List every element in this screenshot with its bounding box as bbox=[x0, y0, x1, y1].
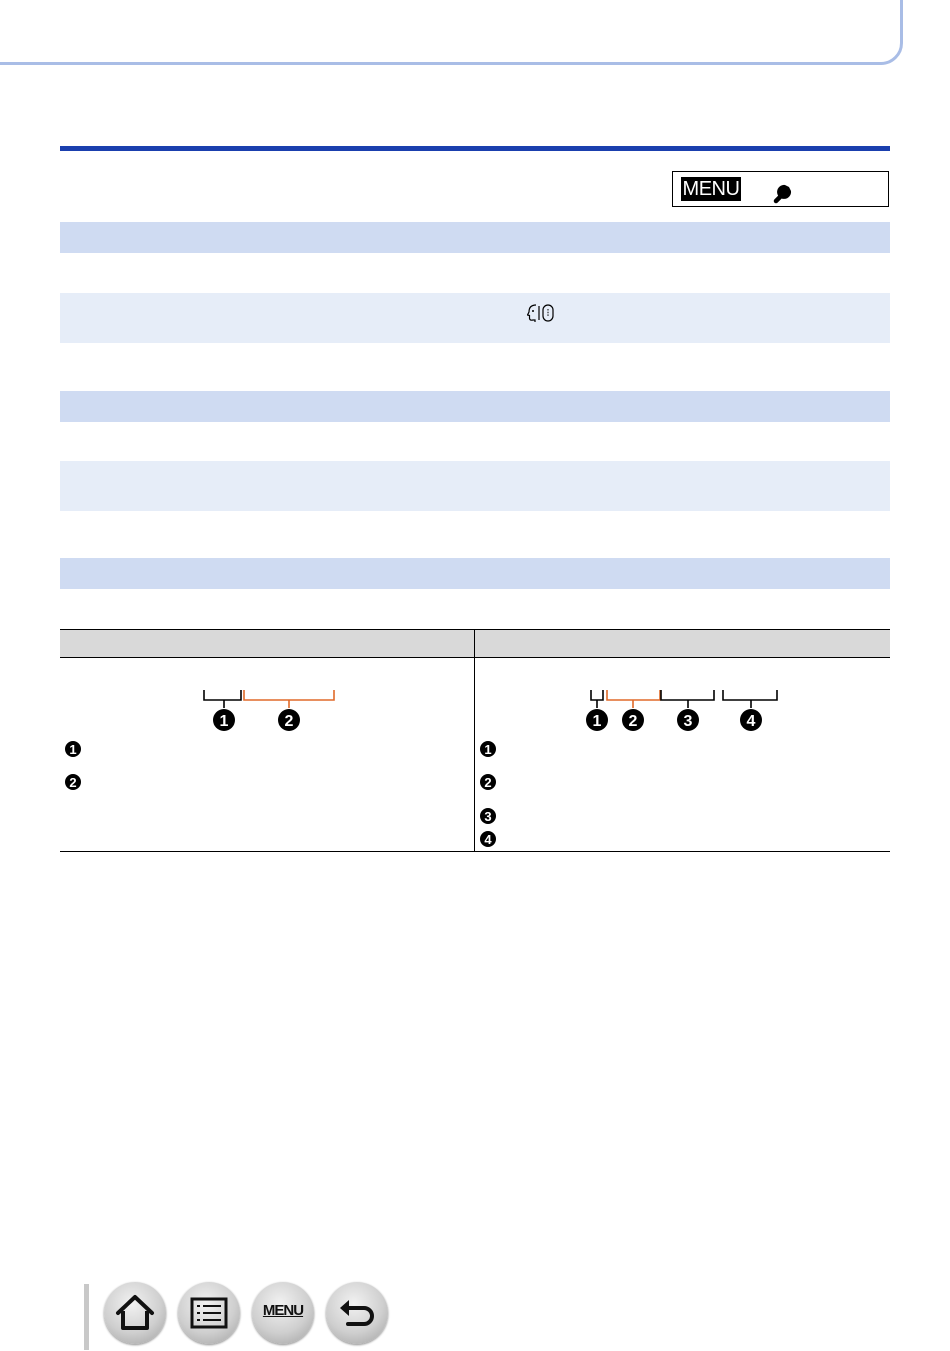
home-button[interactable] bbox=[104, 1282, 166, 1344]
back-arrow-icon bbox=[326, 1282, 388, 1344]
svg-text:1: 1 bbox=[219, 713, 229, 730]
diagram-marker-2 bbox=[622, 709, 644, 731]
svg-text:1: 1 bbox=[592, 713, 602, 730]
number-structure-diagram-left bbox=[200, 688, 340, 734]
face-profile-icon bbox=[527, 303, 557, 323]
svg-text:2: 2 bbox=[284, 713, 294, 730]
menu-path-box bbox=[672, 171, 889, 207]
table-header-left bbox=[60, 630, 475, 658]
footer-divider bbox=[84, 1284, 89, 1350]
diagram-marker-2 bbox=[278, 709, 300, 731]
svg-text:1: 1 bbox=[484, 742, 492, 757]
home-icon bbox=[104, 1282, 166, 1344]
svg-text:4: 4 bbox=[484, 832, 492, 847]
section-heading-band-1 bbox=[60, 222, 890, 253]
svg-text:2: 2 bbox=[628, 713, 638, 730]
menu-badge: MENU bbox=[682, 178, 740, 200]
svg-text:2: 2 bbox=[484, 775, 492, 790]
diagram-marker-3 bbox=[677, 709, 699, 731]
legend-item-right-2 bbox=[479, 773, 497, 791]
legend-item-right-3 bbox=[479, 807, 497, 825]
menu-icon: MENU bbox=[262, 1302, 304, 1319]
legend-item-left-2 bbox=[64, 773, 82, 791]
diagram-marker-4 bbox=[740, 709, 762, 731]
table-cell-right bbox=[475, 658, 891, 852]
wrench-icon bbox=[772, 176, 800, 204]
contents-list-button[interactable] bbox=[178, 1282, 240, 1344]
section-heading-band-2 bbox=[60, 391, 890, 422]
section-title-rule bbox=[60, 146, 890, 151]
number-structure-diagram-right bbox=[585, 688, 785, 734]
svg-text:3: 3 bbox=[683, 713, 693, 730]
table-header-right bbox=[475, 630, 891, 658]
table-cell-left bbox=[60, 658, 475, 852]
legend-item-left-1 bbox=[64, 740, 82, 758]
svg-text:3: 3 bbox=[484, 809, 492, 824]
svg-text:4: 4 bbox=[746, 713, 756, 730]
numbering-table bbox=[60, 629, 890, 852]
diagram-marker-1 bbox=[586, 709, 608, 731]
back-button[interactable] bbox=[326, 1282, 388, 1344]
legend-item-right-4 bbox=[479, 830, 497, 848]
contents-list-icon bbox=[178, 1282, 240, 1344]
legend-item-right-1 bbox=[479, 740, 497, 758]
diagram-marker-1 bbox=[213, 709, 235, 731]
setting-row-band-1 bbox=[60, 293, 890, 343]
setting-row-band-2 bbox=[60, 461, 890, 511]
svg-text:1: 1 bbox=[69, 742, 77, 757]
section-heading-band-3 bbox=[60, 558, 890, 589]
page-header-frame bbox=[0, 0, 903, 65]
menu-button[interactable] bbox=[252, 1282, 314, 1344]
svg-text:2: 2 bbox=[69, 775, 77, 790]
